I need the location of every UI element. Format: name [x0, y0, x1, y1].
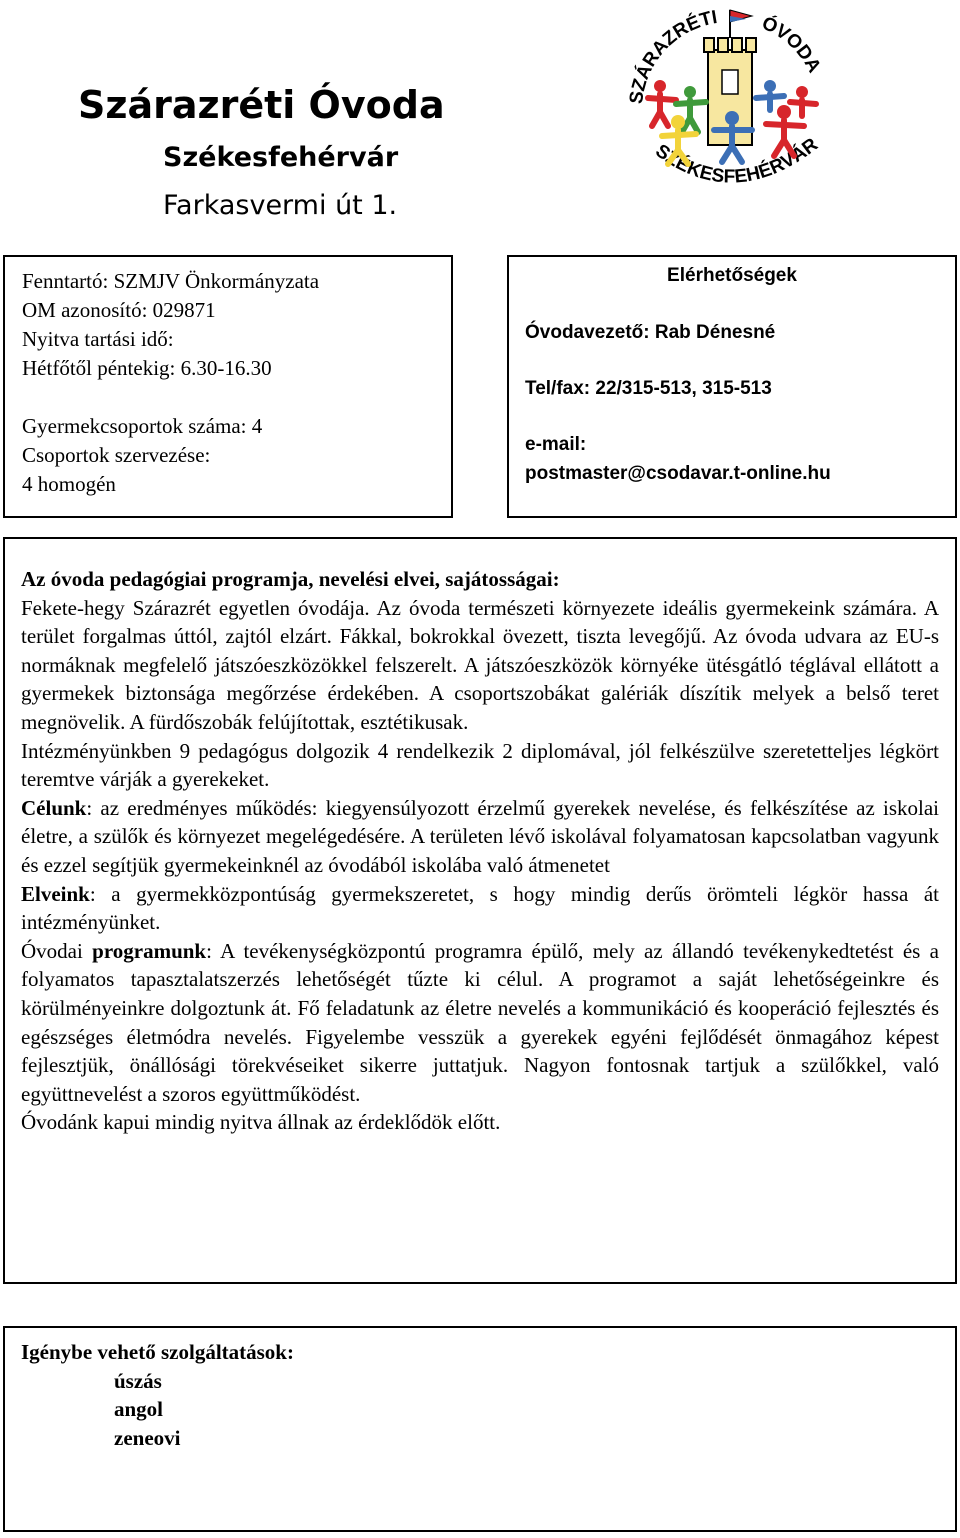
program-paragraph-goal: [21, 794, 939, 880]
street-address: Farkasvermi út 1.: [163, 190, 398, 221]
program-paragraph-environment: Fekete-hegy Szárazrét egyetlen óvodája. Az óvoda természeti környezete ideális gyermekeink számára. A terület forgalmas úttól, zajtól elzárt. Fákkal, bokrokkal övezett, tiszta levegőjű. Az óvoda udvara az EU-s normáknak megfelelő játszóeszközökkel felszerelt. A játszóeszközök környéke ütésgátló téglával ellátott a gyermekek biztonsága megőrzése érdekében. A csoportszobákat galériák díszítik melyek a belső teret megnövelik. A fürdőszobák felújítottak, esztétikusak.: [21, 595, 939, 734]
service-item: angol: [114, 1397, 164, 1422]
program-paragraph-program: [21, 937, 939, 1109]
principles-text: : a gyermekközpontúság gyermekszeretet, s hogy mindig derűs örömteli légkör hassa át intézményünket.: [21, 881, 939, 935]
info-box: [3, 255, 453, 518]
program-paragraph-principles: [21, 880, 939, 937]
phone-line: Tel/fax: 22/315-513, 315-513: [525, 378, 772, 399]
logo-top-left-text: SZÁRAZRÉTI: [626, 7, 719, 106]
goal-text: : az eredményes működés: kiegyensúlyozott érzelmű gyerekek nevelése, és felkészítése az iskolai életre, a szülők és környezet megelégedésére. A területen lévő iskolával folyamatosan kapcsolatban vagyunk és ezzel segítjük gyermekeinknél az óvodából iskolába való átmenetet: [21, 795, 939, 877]
om-id-line: OM azonosító: 029871: [22, 298, 216, 322]
contact-box: [507, 255, 957, 518]
maintainer-line: Fenntartó: SZMJV Önkormányzata: [22, 269, 320, 293]
program-paragraph-closing: Óvodánk kapui mindig nyitva állnak az érdeklődök előtt.: [21, 1110, 501, 1135]
spacer: [525, 291, 955, 318]
logo-top-right-text: ÓVODA: [758, 12, 825, 77]
group-count-line: Gyermekcsoportok száma: 4: [22, 414, 263, 438]
spacer: [525, 403, 955, 430]
spacer: [525, 347, 955, 374]
program-box: [3, 537, 957, 1284]
services-heading: Igénybe vehető szolgáltatások:: [21, 1340, 294, 1364]
opening-hours-value: Hétfőtől péntekig: 6.30-16.30: [22, 356, 272, 380]
page-title: Szárazréti Óvoda: [78, 83, 445, 127]
group-organization-label: Csoportok szervezése:: [22, 443, 211, 467]
service-item: zeneovi: [114, 1425, 181, 1450]
service-item: úszás: [114, 1368, 162, 1393]
group-organization-value: 4 homogén: [22, 472, 116, 496]
leader-line: Óvodavezető: Rab Dénesné: [525, 322, 776, 343]
opening-hours-label: Nyitva tartási idő:: [22, 327, 174, 351]
goal-label: Célunk: [21, 795, 87, 820]
program-label: programunk: [92, 938, 207, 963]
program-prefix: Óvodai: [21, 938, 93, 963]
program-text: : A tevékenységközpontú programra épülő, mely az állandó tevékenykedtetést és a folyamatos tapasztalatszerzés lehetőségét tűzte ki célul. A programot a saját lehetőségeinkre és körülményeinkre dolgoztunk át. Fő feladatunk az életre nevelés a kommunikáció és kooperáció fejlesztés és egészséges életmódra nevelés. Figyelembe vesszük a gyerekek egyéni fejlődését önmagához képest fejlesztjük, önállósági törekvéseiket sikerre juttatjuk. Nagyon fontosnak tartjuk a szülőkkel, való együttnevelést a szoros együttműködést.: [21, 938, 939, 1106]
services-box: [3, 1326, 957, 1532]
program-heading: Az óvoda pedagógiai programja, nevelési elvei, sajátosságai:: [21, 567, 560, 591]
contact-title: Elérhetőségek: [667, 265, 797, 286]
logo-bottom-arc-text: SZÉKESFEHÉRVÁR: [651, 134, 823, 188]
kindergarten-logo: [620, 0, 840, 215]
email-label: e-mail:: [525, 434, 587, 455]
program-paragraph-staff: Intézményünkben 9 pedagógus dolgozik 4 rendelkezik 2 diplomával, jól felkészülve szeretetteljes légkört teremtve várják a gyerekeket.: [21, 738, 939, 792]
email-address: postmaster@csodavar.t-online.hu: [525, 463, 831, 484]
principles-label: Elveink: [21, 881, 90, 906]
city-name: Székesfehérvár: [163, 142, 399, 173]
spacer: [22, 383, 451, 412]
